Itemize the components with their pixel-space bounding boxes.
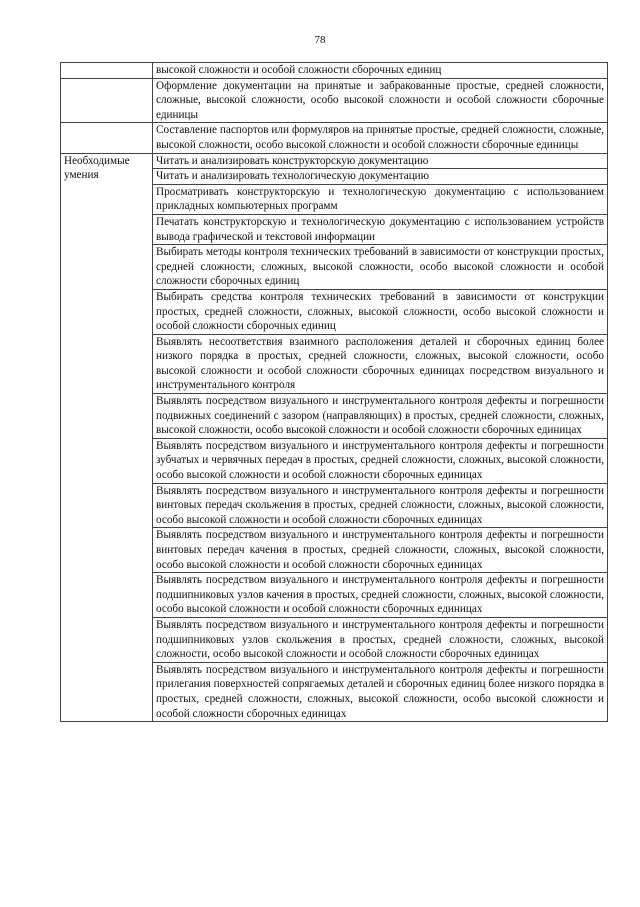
table-row xyxy=(61,78,608,123)
page-number: 78 xyxy=(314,34,326,46)
table-cell: Выбирать средства контроля технических требований в зависимости от конструкции простых, средней сложности, сложных, высокой сложности, особо высокой сложности и особой сложности сборочных единиц xyxy=(153,289,608,334)
table-cell: высокой сложности и особой сложности сборочных единиц xyxy=(153,63,608,79)
label-cell xyxy=(61,123,153,153)
table-cell: Выявлять посредством визуального и инструментального контроля дефекты и погрешности подшипниковых узлов качения в простых, средней сложности, сложных, высокой сложности, особо высокой сложности и особой сложности сборочных единицах xyxy=(153,573,608,618)
table-cell: Просматривать конструкторскую и технологическую документацию с использованием прикладных компьютерных программ xyxy=(153,184,608,214)
table-row xyxy=(61,153,608,169)
label-cell xyxy=(61,63,153,79)
table-cell: Составление паспортов или формуляров на принятые простые, средней сложности, сложные, высокой сложности, особо высокой сложности и особой сложности сборочные единицы xyxy=(153,123,608,153)
skills-label: Необходимые умения xyxy=(61,153,153,722)
table-cell: Читать и анализировать технологическую документацию xyxy=(153,169,608,185)
table-cell: Печатать конструкторскую и технологическую документацию с использованием устройств вывода графической и текстовой информации xyxy=(153,214,608,244)
table-cell: Выявлять посредством визуального и инструментального контроля дефекты и погрешности подвижных соединений с зазором (направляющих) в простых, средней сложности, сложных, высокой сложности, особо высокой сложности и особой сложности сборочных единицах xyxy=(153,394,608,439)
label-cell xyxy=(61,78,153,123)
table-cell: Выявлять посредством визуального и инструментального контроля дефекты и погрешности подшипниковых узлов скольжения в простых, средней сложности, сложных, высокой сложности, особо высокой сложности и особой сложности сборочных единицах xyxy=(153,617,608,662)
table-cell: Выявлять посредством визуального и инструментального контроля дефекты и погрешности прилегания поверхностей сопрягаемых деталей и сборочных единиц более низкого порядка в простых, средней сложности, сложных, высокой сложности, особо высокой сложности и особой сложности сборочных единицах xyxy=(153,662,608,721)
table-row xyxy=(61,63,608,79)
table-cell: Выявлять посредством визуального и инструментального контроля дефекты и погрешности винтовых передач скольжения в простых, средней сложности, сложных, высокой сложности, особо высокой сложности и особой сложности сборочных единицах xyxy=(153,483,608,528)
table-cell: Выбирать методы контроля технических требований в зависимости от конструкции простых, средней сложности, сложных, высокой сложности, особо высокой сложности и особой сложности сборочных единиц xyxy=(153,245,608,290)
table-row xyxy=(61,123,608,153)
table-cell: Оформление документации на принятые и забракованные простые, средней сложности, сложные, высокой сложности, особо высокой сложности и особой сложности сборочные единицы xyxy=(153,78,608,123)
table-cell: Читать и анализировать конструкторскую документацию xyxy=(153,153,608,169)
table-cell: Выявлять посредством визуального и инструментального контроля дефекты и погрешности зубчатых и червячных передач в простых, средней сложности, сложных, высокой сложности, особо высокой сложности и особой сложности сборочных единицах xyxy=(153,438,608,483)
table-cell: Выявлять посредством визуального и инструментального контроля дефекты и погрешности винтовых передач качения в простых, средней сложности, сложных, высокой сложности, особо высокой сложности и особой сложности сборочных единицах xyxy=(153,528,608,573)
table-cell: Выявлять несоответствия взаимного расположения деталей и сборочных единиц более низкого порядка в простых, средней сложности, сложных, высокой сложности, особо высокой сложности и особой сложности сборочных единицах посредством визуального и инструментального контроля xyxy=(153,334,608,393)
skills-table xyxy=(60,62,608,722)
